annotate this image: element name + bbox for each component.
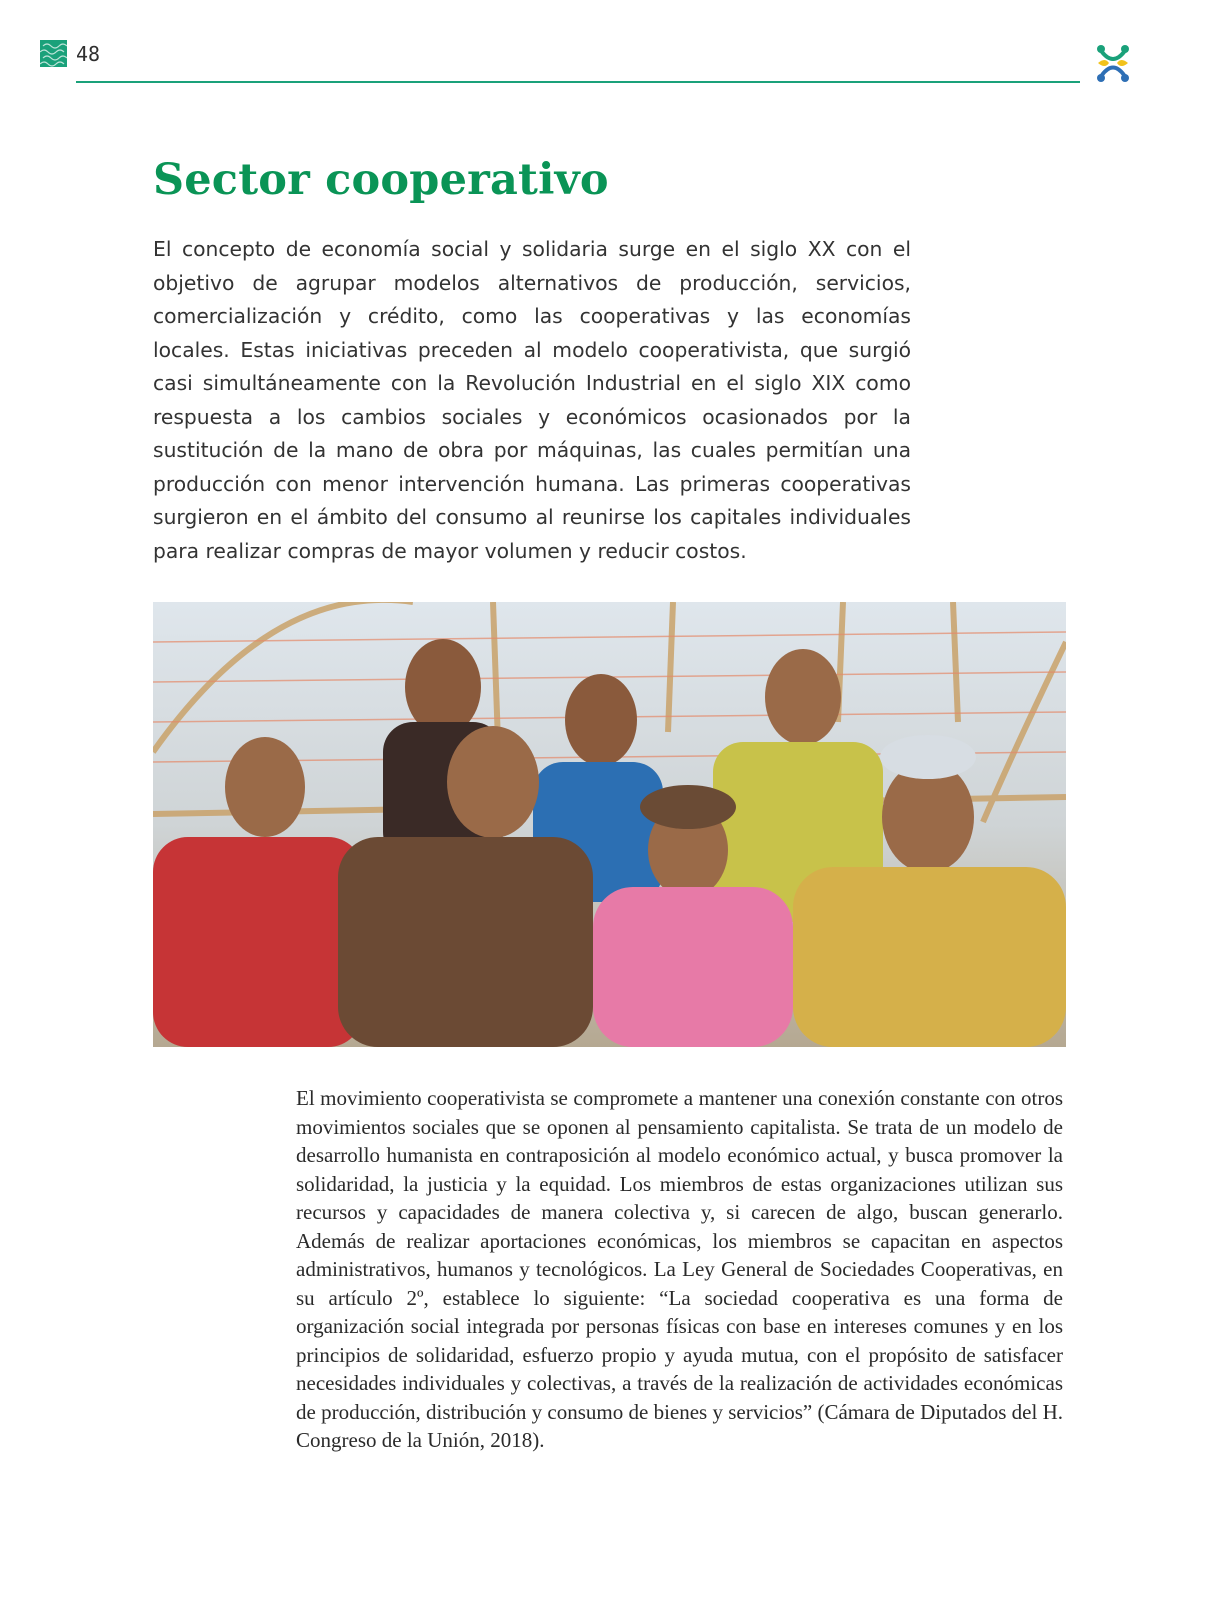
body-paragraph: El movimiento cooperativista se compromete a mantener una conexión constante con otros movimientos sociales que se oponen al pensamiento capitalista. Se trata de un modelo de desarrollo humanista en contraposición al modelo económico actual, y busca promover la solidaridad, la justicia y la equidad. Los miembros de estas organizaciones utilizan sus recursos y capacidades de manera colectiva y, si carecen de algo, buscan generarlo. Además de realizar aportaciones económicas, los miembros se capacitan en aspectos administrativos, humanos y tecnológicos. La Ley General de Sociedades Cooperativas, en su artículo 2º, establece lo siguiente: “La sociedad cooperativa es una forma de organización social integrada por personas físicas con base en intereses comunes y en los principios de solidaridad, esfuerzo propio y ayuda mutua, con el propósito de satisfacer necesidades individuales y colectivas, a través de la realización de actividades económicas de producción, distribución y consumo de bienes y servicios” (Cámara de Diputados del H. Congreso de la Unión, 2018).	[296, 1086, 1063, 1452]
cooperative-logo-icon	[1090, 40, 1136, 86]
page-number: 48	[76, 42, 101, 66]
ornament-square-icon	[40, 40, 67, 67]
cooperative-members-photo	[153, 602, 1066, 1047]
page-title: Sector cooperativo	[153, 155, 609, 205]
header-divider	[76, 81, 1080, 83]
intro-paragraph: El concepto de economía social y solidaria surge en el siglo XX con el objetivo de agrupar modelos alternativos de producción, servicios, comercialización y crédito, como las cooperativas y las economías locales. Estas iniciativas preceden al modelo cooperativista, que surgió casi simultáneamente con la Revolución Industrial en el siglo XIX como respuesta a los cambios sociales y económicos ocasionados por la sustitución de la mano de obra por máquinas, las cuales permitían una producción con menor intervención humana. Las primeras cooperativas surgieron en el ámbito del consumo al reunirse los capitales individuales para realizar compras de mayor volumen y reducir costos.	[153, 237, 911, 563]
page-header	[0, 0, 1214, 100]
